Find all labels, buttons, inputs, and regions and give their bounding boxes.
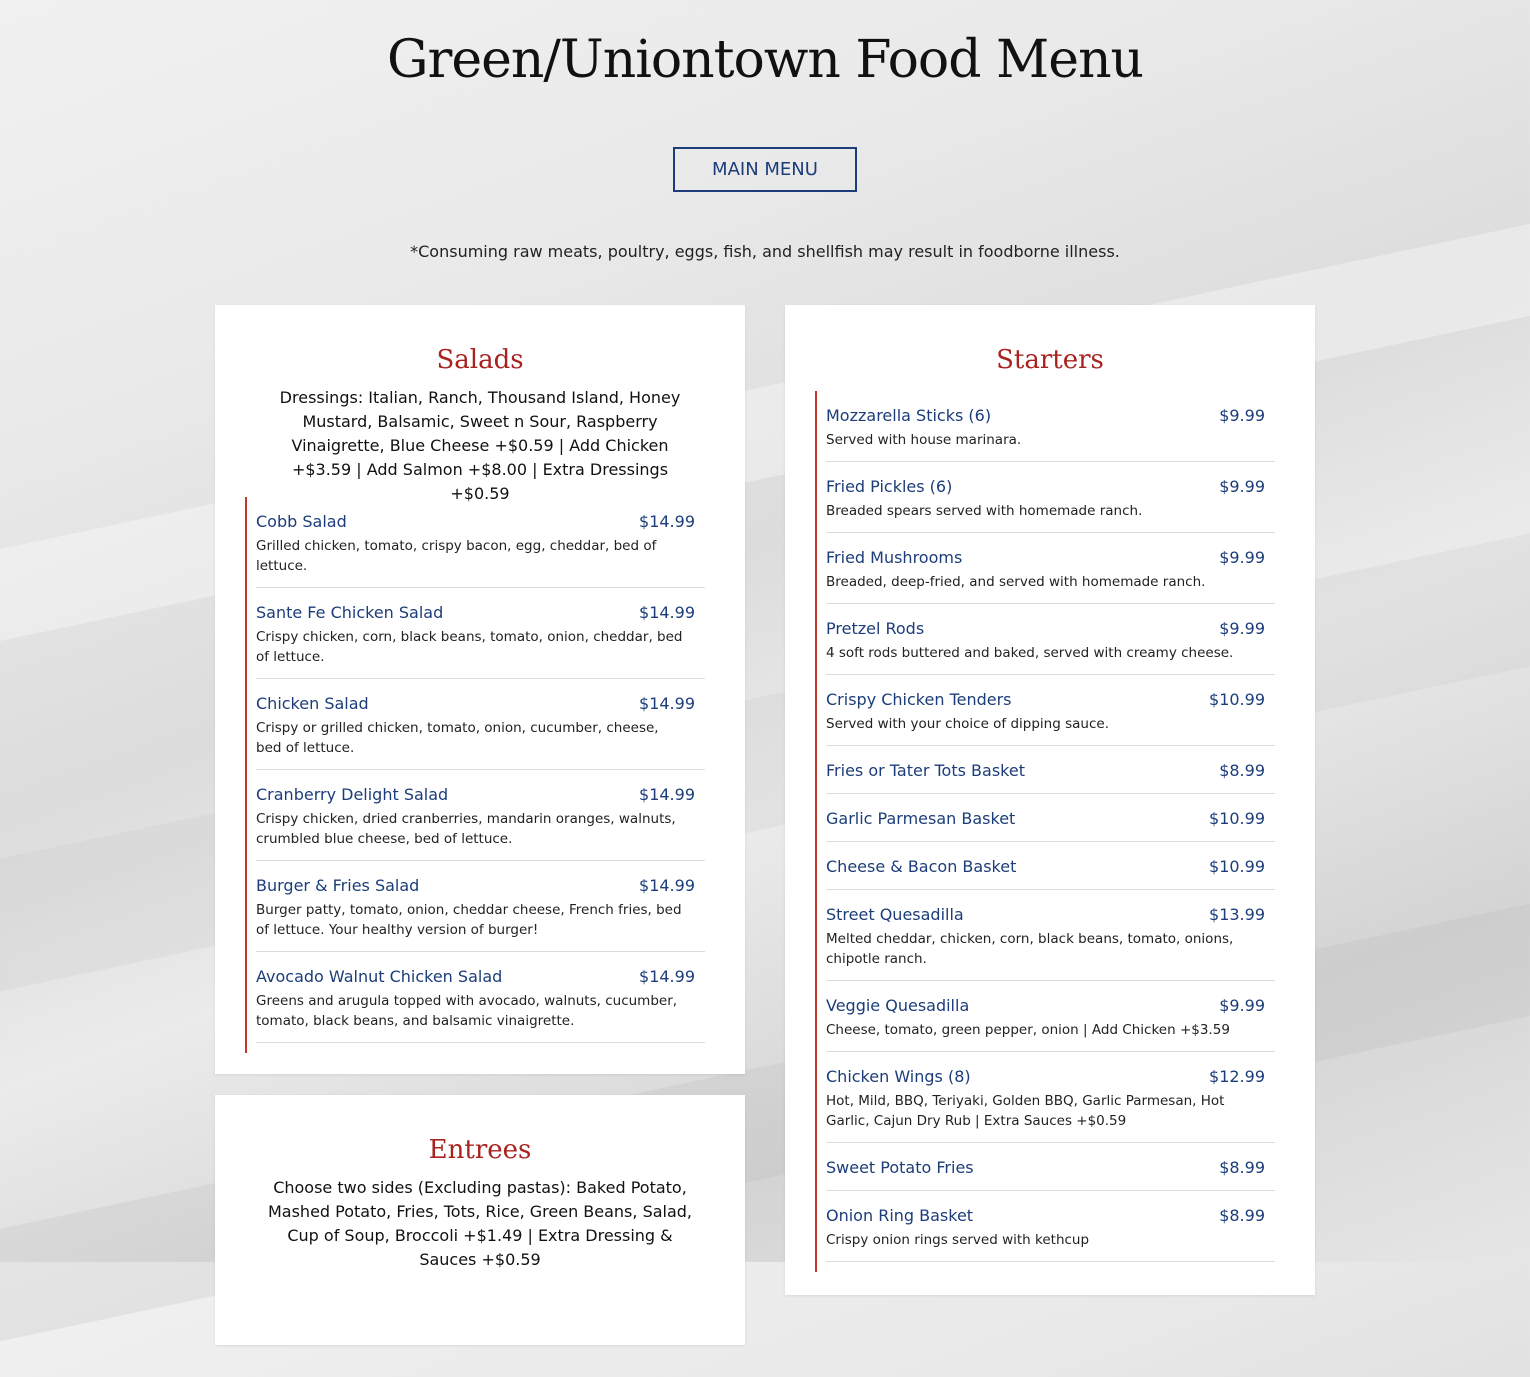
menu-item-header: [256, 598, 695, 624]
entrees-card: [215, 1095, 745, 1345]
menu-item: [826, 675, 1275, 746]
menu-item-name: Garlic Parmesan Basket: [826, 809, 1016, 828]
menu-item-price: $9.99: [1219, 548, 1265, 567]
menu-item-price: $14.99: [639, 694, 695, 713]
menu-item-price: $13.99: [1209, 905, 1265, 924]
menu-item-price: $10.99: [1209, 857, 1265, 876]
menu-item-name: Sante Fe Chicken Salad: [256, 603, 444, 622]
menu-item-name: Burger & Fries Salad: [256, 876, 420, 895]
main-menu-button[interactable]: MAIN MENU: [673, 147, 857, 192]
menu-item-header: [826, 685, 1265, 711]
menu-item-description: Crispy chicken, corn, black beans, tomato, onion, cheddar, bed of lettuce.: [256, 629, 683, 665]
menu-item: [826, 842, 1275, 890]
menu-item-price: $9.99: [1219, 996, 1265, 1015]
salads-dressings-note: Dressings: Italian, Ranch, Thousand Island, Honey Mustard, Balsamic, Sweet n Sour, Raspberry Vinaigrette, Blue Cheese +$0.59 | Add Chicken +$3.59 | Add Salmon +$8.00 | Extra Dressings +$0.59: [279, 388, 681, 503]
entrees-heading: Entrees: [428, 1135, 532, 1165]
menu-item-name: Cheese & Bacon Basket: [826, 857, 1017, 876]
menu-item-name: Fried Mushrooms: [826, 548, 963, 567]
salads-card: [215, 305, 745, 1074]
menu-item-header: [826, 1201, 1265, 1227]
starters-heading: Starters: [996, 345, 1104, 375]
starters-card: [785, 305, 1315, 1295]
menu-item-header: [826, 614, 1265, 640]
menu-item-price: $12.99: [1209, 1067, 1265, 1086]
menu-item-header: [256, 507, 695, 533]
menu-item-header: [826, 991, 1265, 1017]
menu-item: [826, 1143, 1275, 1191]
menu-item-description: Served with house marinara.: [826, 432, 1022, 448]
menu-item-price: $14.99: [639, 785, 695, 804]
menu-item-header: [826, 1062, 1265, 1088]
menu-item: [256, 497, 705, 588]
menu-item-description: Cheese, tomato, green pepper, onion | Add Chicken +$3.59: [826, 1022, 1230, 1038]
salads-heading: Salads: [436, 345, 524, 375]
menu-item: [256, 770, 705, 861]
menu-item-name: Pretzel Rods: [826, 619, 925, 638]
menu-item-header: [826, 804, 1265, 830]
menu-item-name: Fried Pickles (6): [826, 477, 953, 496]
menu-item-name: Chicken Wings (8): [826, 1067, 971, 1086]
menu-item-header: [826, 900, 1265, 926]
menu-item-price: $9.99: [1219, 619, 1265, 638]
menu-item: [826, 533, 1275, 604]
menu-item-name: Cranberry Delight Salad: [256, 785, 449, 804]
menu-item-description: Crispy or grilled chicken, tomato, onion, cucumber, cheese, bed of lettuce.: [256, 720, 659, 756]
menu-item: [826, 1052, 1275, 1143]
menu-item-description: Greens and arugula topped with avocado, walnuts, cucumber, tomato, black beans, and balsamic vinaigrette.: [256, 993, 678, 1029]
salads-list: [245, 497, 705, 1053]
menu-item-description: Melted cheddar, chicken, corn, black beans, tomato, onions, chipotle ranch.: [826, 931, 1234, 967]
menu-item-header: [826, 756, 1265, 782]
menu-item-price: $8.99: [1219, 761, 1265, 780]
menu-item-price: $8.99: [1219, 1158, 1265, 1177]
menu-item-description: 4 soft rods buttered and baked, served with creamy cheese.: [826, 645, 1234, 661]
menu-item-description: Served with your choice of dipping sauce.: [826, 716, 1109, 732]
page-title: Green/Uniontown Food Menu: [386, 30, 1144, 90]
menu-item: [256, 588, 705, 679]
menu-item-name: Mozzarella Sticks (6): [826, 406, 992, 425]
menu-item-description: Grilled chicken, tomato, crispy bacon, egg, cheddar, bed of lettuce.: [256, 538, 657, 574]
menu-item-description: Breaded spears served with homemade ranch.: [826, 503, 1143, 519]
menu-item: [826, 391, 1275, 462]
menu-item-header: [826, 1153, 1265, 1179]
menu-item-header: [826, 852, 1265, 878]
menu-item: [256, 952, 705, 1043]
menu-item-header: [826, 401, 1265, 427]
menu-item-description: Hot, Mild, BBQ, Teriyaki, Golden BBQ, Garlic Parmesan, Hot Garlic, Cajun Dry Rub | Extra Sauces +$0.59: [826, 1093, 1225, 1129]
menu-item-price: $14.99: [639, 876, 695, 895]
menu-item: [826, 604, 1275, 675]
menu-item-name: Crispy Chicken Tenders: [826, 690, 1012, 709]
menu-item-header: [256, 871, 695, 897]
menu-item-price: $8.99: [1219, 1206, 1265, 1225]
menu-item-price: $14.99: [639, 603, 695, 622]
menu-item-name: Veggie Quesadilla: [826, 996, 970, 1015]
menu-item-header: [256, 780, 695, 806]
menu-item: [826, 746, 1275, 794]
menu-item-price: $9.99: [1219, 477, 1265, 496]
entrees-sides-note: Choose two sides (Excluding pastas): Baked Potato, Mashed Potato, Fries, Tots, Rice, Green Beans, Salad, Cup of Soup, Broccoli +$1.49 | Extra Dressing & Sauces +$0.59: [267, 1178, 693, 1269]
starters-list: [815, 391, 1275, 1272]
menu-item-name: Street Quesadilla: [826, 905, 964, 924]
menu-item-price: $14.99: [639, 512, 695, 531]
menu-item-header: [826, 543, 1265, 569]
menu-item-header: [256, 962, 695, 988]
menu-item-header: [826, 472, 1265, 498]
menu-item: [826, 981, 1275, 1052]
menu-item-price: $10.99: [1209, 690, 1265, 709]
menu-item-name: Avocado Walnut Chicken Salad: [256, 967, 503, 986]
menu-item-description: Breaded, deep-fried, and served with homemade ranch.: [826, 574, 1206, 590]
menu-item-description: Crispy chicken, dried cranberries, mandarin oranges, walnuts, crumbled blue cheese, bed of lettuce.: [256, 811, 676, 847]
menu-item-price: $9.99: [1219, 406, 1265, 425]
menu-item-price: $14.99: [639, 967, 695, 986]
menu-item-name: Onion Ring Basket: [826, 1206, 974, 1225]
menu-item-price: $10.99: [1209, 809, 1265, 828]
menu-item-name: Sweet Potato Fries: [826, 1158, 974, 1177]
menu-item-name: Fries or Tater Tots Basket: [826, 761, 1025, 780]
menu-item: [256, 861, 705, 952]
menu-item: [826, 890, 1275, 981]
menu-item-description: Burger patty, tomato, onion, cheddar cheese, French fries, bed of lettuce. Your healthy version of burger!: [256, 902, 682, 938]
menu-item-name: Chicken Salad: [256, 694, 369, 713]
menu-item: [826, 794, 1275, 842]
menu-item: [826, 462, 1275, 533]
menu-item: [256, 679, 705, 770]
food-safety-disclaimer: *Consuming raw meats, poultry, eggs, fish, and shellfish may result in foodborne illness.: [410, 242, 1120, 261]
menu-item-header: [256, 689, 695, 715]
menu-item: [826, 1191, 1275, 1262]
menu-item-name: Cobb Salad: [256, 512, 347, 531]
menu-item-description: Crispy onion rings served with kethcup: [826, 1232, 1090, 1248]
